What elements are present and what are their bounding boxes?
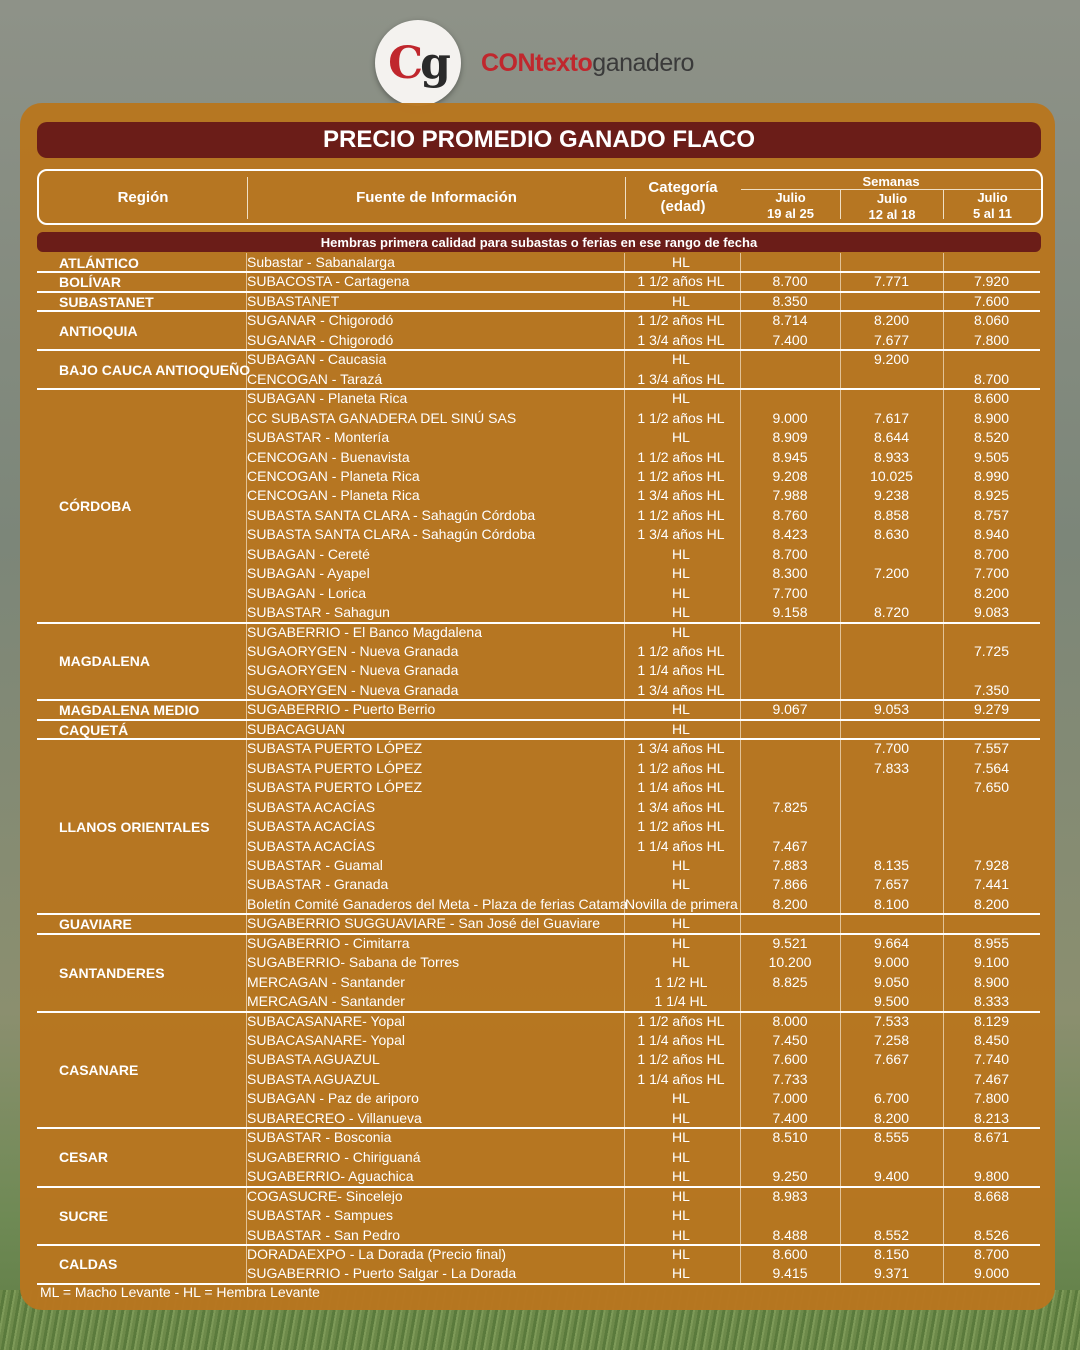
fuente-cell: SUBASTA AGUAZUL: [247, 1070, 380, 1087]
table-header: [37, 169, 1043, 225]
fuente-cell: SUBACASANARE- Yopal: [247, 1032, 405, 1048]
week1-value: 7.450: [772, 1032, 808, 1048]
fuente-cell: SUGANAR - Chigorodó: [247, 312, 394, 329]
region-label: BOLÍVAR: [59, 274, 121, 291]
categoria-cell: 1 1/2 años HL: [637, 818, 725, 835]
fuente-cell: SUBASTA ACACÍAS: [247, 798, 376, 815]
week3-value: 8.200: [973, 584, 1010, 601]
fuente-cell: SUBASTAR - Sampues: [247, 1207, 394, 1224]
week2-month: Julio: [876, 190, 908, 206]
week2-value: 8.858: [873, 506, 910, 523]
region-label: CÓRDOBA: [59, 497, 132, 514]
week3-value: 8.925: [973, 487, 1010, 504]
week1-value: 8.600: [772, 1245, 808, 1262]
week1-value: 9.521: [772, 934, 808, 951]
week1-value: 8.700: [772, 273, 808, 290]
week3-value: 7.467: [973, 1070, 1010, 1087]
fuente-cell: SUBAGAN - Caucasia: [247, 351, 387, 368]
fuente-cell: SUBASTAR - Guamal: [247, 856, 383, 873]
categoria-cell: 1 1/2 años HL: [637, 448, 725, 465]
categoria-cell: HL: [672, 1168, 690, 1185]
section-title: Hembras primera calidad para subastas o ferias en ese rango de fecha: [37, 232, 1041, 252]
week3-value: 8.990: [973, 467, 1010, 484]
categoria-cell: HL: [672, 701, 690, 718]
categoria-cell: HL: [672, 1090, 690, 1107]
categoria-cell: 1 1/4 HL: [654, 993, 708, 1010]
categoria-cell: 1 3/4 años HL: [637, 798, 725, 815]
week3-value: 8.129: [973, 1012, 1010, 1029]
week1-value: 8.423: [772, 526, 808, 543]
week3-value: 9.083: [973, 604, 1010, 621]
categoria-cell: HL: [672, 584, 690, 601]
week1-value: 8.945: [772, 448, 808, 465]
fuente-cell: SUBACASANARE- Yopal: [247, 1012, 405, 1029]
week1-value: 7.400: [772, 1109, 808, 1126]
categoria-cell: Novilla de primera: [625, 895, 738, 912]
week1-value: 9.158: [772, 604, 808, 621]
categoria-cell: 1 1/4 años HL: [637, 779, 725, 796]
week1-value: 8.825: [772, 973, 808, 990]
week2-value: 8.644: [873, 429, 910, 446]
categoria-cell: HL: [672, 565, 690, 582]
week3-value: 9.100: [973, 954, 1010, 971]
categoria-cell: 1 1/4 años HL: [637, 1032, 725, 1048]
categoria-cell: HL: [672, 876, 690, 893]
week3-value: 7.725: [973, 643, 1010, 659]
fuente-cell: SUBACAGUAN: [247, 720, 346, 737]
week2-value: 6.700: [873, 1090, 910, 1107]
fuente-cell: SUBAGAN - Paz de ariporo: [247, 1090, 419, 1107]
header-categoria-line2: (edad): [660, 197, 706, 215]
fuente-cell: SUGABERRIO- Sabana de Torres: [247, 954, 460, 971]
week3-value: 7.650: [973, 779, 1010, 796]
week3-value: 8.700: [973, 1245, 1010, 1262]
week3-value: 8.955: [973, 934, 1010, 951]
categoria-cell: HL: [672, 1148, 690, 1165]
week1-month: Julio: [775, 189, 806, 205]
fuente-cell: SUBAGAN - Planeta Rica: [247, 390, 408, 407]
fuente-cell: SUGANAR - Chigorodó: [247, 331, 394, 348]
fuente-cell: SUBASTA PUERTO LÓPEZ: [247, 759, 423, 776]
week3-value: 8.900: [973, 973, 1010, 990]
week1-value: 8.488: [772, 1226, 808, 1243]
week3-value: 7.800: [973, 331, 1010, 348]
week3-value: 8.700: [973, 370, 1010, 387]
region-label: SUBASTANET: [59, 293, 154, 310]
categoria-cell: HL: [672, 1109, 690, 1126]
week3-range: 5 al 11: [972, 205, 1013, 221]
week3-value: 9.505: [973, 448, 1010, 465]
fuente-cell: SUBAGAN - Cereté: [247, 545, 370, 562]
categoria-cell: 1 1/2 años HL: [637, 409, 725, 426]
fuente-cell: SUBARECREO - Villanueva: [247, 1109, 422, 1126]
week2-value: 7.833: [873, 759, 910, 776]
week3-value: 9.800: [973, 1168, 1010, 1185]
fuente-cell: SUBASTANET: [247, 292, 340, 309]
week2-value: 8.150: [873, 1245, 910, 1262]
region-label: ATLÁNTICO: [59, 254, 139, 271]
categoria-cell: HL: [672, 1245, 690, 1262]
week2-value: 7.677: [873, 331, 910, 348]
week3-value: 7.350: [973, 681, 1010, 698]
categoria-cell: 1 3/4 años HL: [637, 681, 725, 698]
region-label: LLANOS ORIENTALES: [59, 818, 210, 835]
header-fuente: Fuente de Información: [356, 188, 517, 206]
week2-value: 9.000: [873, 954, 910, 971]
week3-value: 8.757: [973, 506, 1010, 523]
week3-value: 7.600: [973, 292, 1010, 309]
header-semanas: Semanas: [862, 173, 920, 189]
fuente-cell: SUGABERRIO - El Banco Magdalena: [247, 623, 482, 640]
week2-value: 7.617: [873, 409, 910, 426]
week3-value: 8.213: [973, 1109, 1010, 1126]
week2-value: 7.771: [873, 273, 910, 290]
logo-mark: [375, 20, 461, 106]
week1-value: 8.983: [772, 1187, 808, 1204]
week1-value: 9.067: [772, 701, 808, 718]
categoria-cell: HL: [672, 1129, 690, 1146]
fuente-cell: MERCAGAN - Santander: [247, 973, 405, 990]
fuente-cell: CENCOGAN - Planeta Rica: [247, 487, 420, 504]
week3-value: 8.520: [973, 429, 1010, 446]
region-label: SUCRE: [59, 1207, 109, 1224]
week1-range: 19 al 25: [767, 205, 814, 221]
week1-value: 7.866: [772, 876, 808, 893]
fuente-cell: SUBACOSTA - Cartagena: [247, 273, 410, 290]
brand-suffix: ganadero: [592, 48, 694, 77]
region-label: SANTANDERES: [59, 964, 165, 981]
week2-value: 8.200: [873, 1109, 910, 1126]
week2-value: 9.238: [873, 487, 910, 504]
week2-value: 10.025: [870, 467, 913, 484]
week2-value: 9.400: [873, 1168, 910, 1185]
group-separator: [37, 388, 1040, 390]
week1-value: 7.467: [772, 837, 808, 854]
categoria-cell: 1 3/4 años HL: [637, 526, 725, 543]
week1-value: 9.250: [772, 1168, 808, 1185]
week1-value: 8.200: [772, 895, 808, 912]
fuente-cell: CENCOGAN - Planeta Rica: [247, 467, 420, 484]
categoria-cell: 1 1/2 HL: [654, 973, 708, 990]
week2-value: 8.933: [873, 448, 910, 465]
week3-value: 8.200: [973, 895, 1010, 912]
week1-value: 7.883: [772, 856, 808, 873]
week1-value: 8.350: [772, 292, 808, 309]
week1-value: 7.988: [772, 487, 808, 504]
logo-mark-c: C: [388, 37, 421, 89]
categoria-cell: HL: [672, 292, 690, 309]
categoria-cell: HL: [672, 1207, 690, 1224]
fuente-cell: SUBASTAR - Bosconia: [247, 1129, 392, 1146]
fuente-cell: SUGAORYGEN - Nueva Granada: [247, 643, 459, 659]
week3-value: 7.557: [973, 740, 1010, 757]
week3-value: 8.333: [973, 993, 1010, 1010]
group-separator: [37, 622, 1040, 624]
week2-value: 7.533: [873, 1012, 910, 1029]
fuente-cell: CENCOGAN - Tarazá: [247, 370, 383, 387]
fuente-cell: SUBASTA PUERTO LÓPEZ: [247, 779, 423, 796]
week2-value: 9.200: [873, 351, 910, 368]
week3-value: 9.279: [973, 701, 1010, 718]
categoria-cell: HL: [672, 915, 690, 932]
fuente-cell: SUBASTA ACACÍAS: [247, 837, 376, 854]
categoria-cell: 1 1/4 años HL: [637, 662, 725, 679]
week3-value: 9.000: [973, 1265, 1010, 1282]
header-categoria-line1: Categoría: [648, 178, 718, 196]
categoria-cell: HL: [672, 604, 690, 621]
week3-value: 7.920: [973, 273, 1010, 290]
week3-value: 7.441: [973, 876, 1010, 893]
categoria-cell: 1 3/4 años HL: [637, 331, 725, 348]
week3-value: 7.800: [973, 1090, 1010, 1107]
group-separator: [37, 1186, 1040, 1188]
week2-value: 8.555: [873, 1129, 910, 1146]
week2-value: 7.258: [873, 1032, 910, 1048]
categoria-cell: HL: [672, 720, 690, 737]
week2-value: 9.500: [873, 993, 910, 1010]
region-label: MAGDALENA MEDIO: [59, 702, 200, 719]
region-label: ANTIOQUIA: [59, 322, 138, 339]
week1-value: 7.825: [772, 798, 808, 815]
fuente-cell: SUGABERRIO - Chiriguaná: [247, 1148, 421, 1165]
week3-value: 8.900: [973, 409, 1010, 426]
week2-value: 9.050: [873, 973, 910, 990]
fuente-cell: CENCOGAN - Buenavista: [247, 448, 410, 465]
week1-value: 8.000: [772, 1012, 808, 1029]
categoria-cell: 1 1/2 años HL: [637, 759, 725, 776]
categoria-cell: 1 1/2 años HL: [637, 273, 725, 290]
week3-value: 7.564: [973, 759, 1010, 776]
week2-value: 9.053: [873, 701, 910, 718]
categoria-cell: 1 1/2 años HL: [637, 467, 725, 484]
week3-value: 8.450: [973, 1032, 1010, 1048]
week1-value: 10.200: [768, 954, 812, 971]
categoria-cell: 1 3/4 años HL: [637, 740, 725, 757]
categoria-cell: 1 1/2 años HL: [637, 1051, 725, 1068]
categoria-cell: HL: [672, 1226, 690, 1243]
week3-value: 7.928: [973, 856, 1010, 873]
week1-value: 8.760: [772, 506, 808, 523]
week2-value: 7.700: [873, 740, 910, 757]
week2-value: 9.371: [873, 1265, 910, 1282]
week2-value: 7.200: [873, 565, 910, 582]
logo-wordmark: [481, 49, 694, 78]
categoria-cell: HL: [672, 390, 690, 407]
categoria-cell: HL: [672, 429, 690, 446]
fuente-cell: SUBAGAN - Lorica: [247, 584, 367, 601]
week1-value: 9.415: [772, 1265, 808, 1282]
header-region: Región: [117, 188, 169, 206]
week1-value: 8.909: [772, 429, 808, 446]
week3-value: 8.700: [973, 545, 1010, 562]
fuente-cell: SUBASTAR - Granada: [247, 876, 389, 893]
week1-value: 7.400: [772, 331, 808, 348]
week1-value: 8.714: [772, 312, 808, 329]
logo-mark-g: g: [420, 37, 448, 89]
week2-value: 8.720: [873, 604, 910, 621]
week2-value: 9.664: [873, 934, 910, 951]
week2-value: 8.630: [873, 526, 910, 543]
week1-value: 9.000: [772, 409, 808, 426]
fuente-cell: SUBASTA SANTA CLARA - Sahagún Córdoba: [247, 506, 536, 523]
categoria-cell: HL: [672, 954, 690, 971]
week3-value: 8.668: [973, 1187, 1010, 1204]
fuente-cell: Subastar - Sabanalarga: [247, 254, 395, 270]
week1-value: 9.208: [772, 467, 808, 484]
fuente-cell: SUBASTA SANTA CLARA - Sahagún Córdoba: [247, 526, 536, 543]
categoria-cell: 1 1/2 años HL: [637, 1012, 725, 1029]
fuente-cell: SUBASTAR - Sahagun: [247, 604, 390, 621]
fuente-cell: SUGABERRIO - Puerto Berrio: [247, 701, 436, 718]
brand-prefix: CONtexto: [481, 48, 593, 77]
week1-value: 8.700: [772, 545, 808, 562]
fuente-cell: CC SUBASTA GANADERA DEL SINÚ SAS: [247, 409, 517, 426]
fuente-cell: SUGABERRIO- Aguachica: [247, 1168, 414, 1185]
week3-value: 8.671: [973, 1129, 1010, 1146]
region-label: GUAVIARE: [59, 916, 132, 933]
week2-value: 7.657: [873, 876, 910, 893]
week1-value: 7.733: [772, 1070, 808, 1087]
week2-range: 12 al 18: [868, 206, 916, 222]
week2-value: 8.100: [873, 895, 910, 912]
categoria-cell: HL: [672, 254, 690, 270]
week1-value: 7.000: [772, 1090, 808, 1107]
group-separator: [37, 291, 1040, 293]
categoria-cell: HL: [672, 623, 690, 640]
week1-value: 7.700: [772, 584, 808, 601]
fuente-cell: SUGABERRIO - Cimitarra: [247, 934, 410, 951]
fuente-cell: SUBASTAR - Montería: [247, 429, 390, 446]
brand-logo: [375, 20, 694, 106]
fuente-cell: SUBASTA AGUAZUL: [247, 1051, 380, 1068]
categoria-cell: 1 1/2 años HL: [637, 506, 725, 523]
group-separator: [37, 719, 1040, 721]
page-title: PRECIO PROMEDIO GANADO FLACO: [37, 122, 1041, 158]
fuente-cell: SUGAORYGEN - Nueva Granada: [247, 662, 459, 679]
week1-value: 7.600: [772, 1051, 808, 1068]
week3-value: 7.740: [973, 1051, 1010, 1068]
week3-value: 7.700: [973, 565, 1010, 582]
week3-value: 8.940: [973, 526, 1010, 543]
week2-value: 8.200: [873, 312, 910, 329]
region-label: CASANARE: [59, 1061, 139, 1078]
region-label: CALDAS: [59, 1256, 118, 1273]
categoria-cell: HL: [672, 1187, 690, 1204]
fuente-cell: SUGAORYGEN - Nueva Granada: [247, 681, 459, 698]
categoria-cell: HL: [672, 351, 690, 368]
week2-value: 7.667: [873, 1051, 910, 1068]
fuente-cell: SUBASTA ACACÍAS: [247, 818, 376, 835]
week2-value: 8.552: [873, 1226, 910, 1243]
region-label: MAGDALENA: [59, 653, 150, 670]
week1-value: 8.300: [772, 565, 808, 582]
categoria-cell: 1 1/4 años HL: [637, 837, 725, 854]
fuente-cell: SUGABERRIO SUGGUAVIARE - San José del Guaviare: [247, 915, 600, 932]
fuente-cell: Boletín Comité Ganaderos del Meta - Plaza de ferias Catama: [247, 895, 628, 912]
fuente-cell: SUBASTA PUERTO LÓPEZ: [247, 740, 423, 757]
categoria-cell: HL: [672, 1265, 690, 1282]
week3-value: 8.526: [973, 1226, 1010, 1243]
fuente-cell: SUBASTAR - San Pedro: [247, 1226, 401, 1243]
region-label: CESAR: [59, 1149, 109, 1166]
region-label: CAQUETÁ: [59, 721, 129, 738]
region-label: BAJO CAUCA ANTIOQUEÑO: [59, 361, 251, 378]
week3-value: 8.600: [973, 390, 1010, 407]
week2-value: 8.135: [873, 856, 910, 873]
categoria-cell: 1 1/2 años HL: [637, 312, 725, 329]
categoria-cell: 1 1/4 años HL: [637, 1070, 725, 1087]
fuente-cell: SUGABERRIO - Puerto Salgar - La Dorada: [247, 1265, 517, 1282]
categoria-cell: HL: [672, 934, 690, 951]
fuente-cell: COGASUCRE- Sincelejo: [247, 1187, 403, 1204]
fuente-cell: SUBAGAN - Ayapel: [247, 565, 370, 582]
fuente-cell: MERCAGAN - Santander: [247, 993, 405, 1010]
categoria-cell: 1 3/4 años HL: [637, 487, 725, 504]
week3-value: 8.060: [973, 312, 1010, 329]
footnote: ML = Macho Levante - HL = Hembra Levante: [40, 1284, 320, 1300]
week3-month: Julio: [977, 189, 1008, 205]
categoria-cell: HL: [672, 856, 690, 873]
categoria-cell: 1 3/4 años HL: [637, 370, 725, 387]
week1-value: 8.510: [772, 1129, 808, 1146]
fuente-cell: DORADAEXPO - La Dorada (Precio final): [247, 1245, 507, 1262]
categoria-cell: 1 1/2 años HL: [637, 643, 725, 659]
categoria-cell: HL: [672, 545, 690, 562]
